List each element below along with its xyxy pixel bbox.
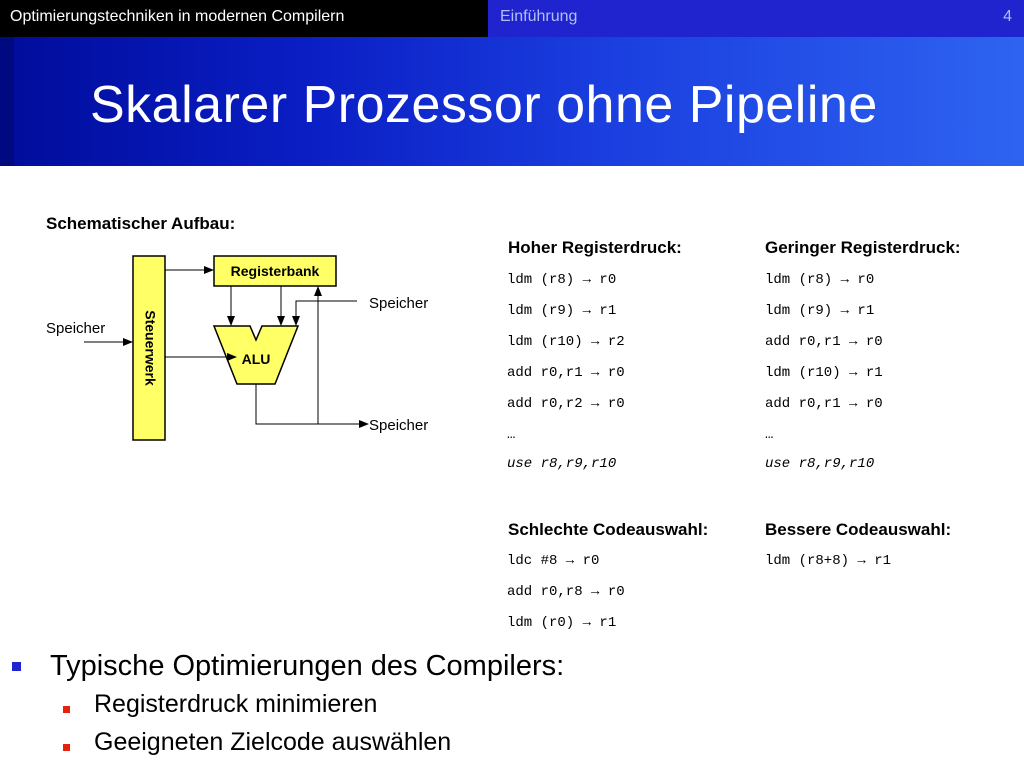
geringer-line-4: ldm (r10) → r1: [765, 365, 883, 381]
sub-bullet-square-icon: [63, 706, 70, 713]
schlechte-line-2: add r0,r8 → r0: [507, 584, 625, 600]
geringer-line-1: ldm (r8) → r0: [765, 272, 875, 288]
bullet-main: Typische Optimierungen des Compilers:: [50, 650, 565, 682]
bullet-sub-1: Registerdruck minimieren: [94, 690, 378, 718]
speicher-top-label: Speicher: [369, 295, 429, 312]
page-number: 4: [1003, 8, 1012, 25]
hoher-line-1: ldm (r8) → r0: [507, 272, 617, 288]
hoher-line-3: ldm (r10) → r2: [507, 334, 625, 350]
schlechte-line-3: ldm (r0) → r1: [507, 615, 617, 631]
hoher-line-5: add r0,r2 → r0: [507, 396, 625, 412]
speicher-left-label: Speicher: [46, 320, 106, 337]
hoher-line-2: ldm (r9) → r1: [507, 303, 617, 319]
hoher-line-4: add r0,r1 → r0: [507, 365, 625, 381]
alu-label: ALU: [241, 351, 271, 367]
diagram-heading: Schematischer Aufbau:: [46, 214, 236, 233]
geringer-line-3: add r0,r1 → r0: [765, 334, 883, 350]
schlechte-line-1: ldc #8 → r0: [507, 553, 600, 569]
header-course: Optimierungstechniken in modernen Compilern: [0, 0, 488, 37]
geringer-line-2: ldm (r9) → r1: [765, 303, 875, 319]
bessere-heading: Bessere Codeauswahl:: [765, 520, 952, 539]
geringer-heading: Geringer Registerdruck:: [765, 238, 961, 257]
schlechte-heading: Schlechte Codeauswahl:: [508, 520, 709, 539]
arrow-speicher-alu: [296, 301, 357, 325]
hoher-heading: Hoher Registerdruck:: [508, 238, 682, 257]
geringer-line-5: add r0,r1 → r0: [765, 396, 883, 412]
hoher-line-6: …: [507, 427, 516, 443]
geringer-line-7: use r8,r9,r10: [765, 456, 875, 472]
sub-bullet-square-icon: [63, 744, 70, 751]
steuerwerk-label: Steuerwerk: [142, 310, 159, 386]
geringer-line-6: …: [765, 427, 774, 443]
bullet-square-icon: [12, 662, 21, 671]
arrow-alu-speicher: [256, 384, 368, 424]
bessere-line-1: ldm (r8+8) → r1: [765, 553, 892, 569]
registerbank-label: Registerbank: [230, 263, 320, 279]
header-section: Einführung: [500, 8, 578, 25]
hoher-line-7: use r8,r9,r10: [507, 456, 617, 472]
bullet-sub-2: Geeigneten Zielcode auswählen: [94, 728, 452, 756]
speicher-bottom-label: Speicher: [369, 417, 429, 434]
slide-title: Skalarer Prozessor ohne Pipeline: [90, 76, 878, 134]
